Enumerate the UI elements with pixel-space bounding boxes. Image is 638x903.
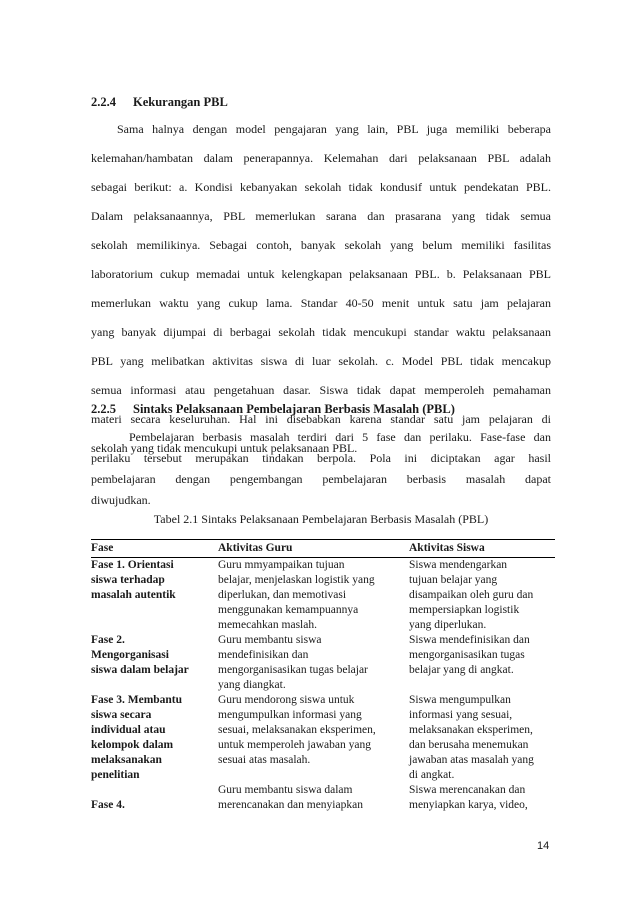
cell-line: individual atau bbox=[91, 724, 166, 736]
siswa-cell bbox=[409, 693, 555, 783]
cell-line: siswa secara bbox=[91, 709, 152, 721]
cell-line: mendefinisikan dan bbox=[218, 649, 309, 661]
cell-line: Siswa mendengarkan bbox=[409, 559, 508, 571]
column-header: Fase bbox=[91, 540, 218, 558]
page-number: 14 bbox=[537, 840, 550, 852]
text-line: sekolah yang tidak mencukupi untuk pelaksanaan PBL. bbox=[91, 441, 358, 455]
cell-line: Guru membantu siswa dalam bbox=[218, 784, 353, 796]
guru-cell bbox=[218, 558, 409, 634]
text-line: materi secara keseluruhan. Hal ini disebabkan karena standar satu jam pelajaran di bbox=[91, 412, 551, 426]
cell-line: mempersiapkan logistik bbox=[409, 604, 520, 616]
cell-line: tujuan belajar yang bbox=[409, 574, 498, 586]
cell-line: siswa dalam belajar bbox=[91, 664, 189, 676]
cell-line: Fase 4. bbox=[91, 799, 125, 811]
paragraph-sintaks bbox=[91, 427, 551, 511]
cell-line: Guru membantu siswa bbox=[218, 634, 322, 646]
phase-cell bbox=[91, 693, 218, 783]
section-heading-2-2-4 bbox=[91, 95, 228, 110]
phase-cell bbox=[91, 783, 218, 813]
cell-line: mengumpulkan informasi yang bbox=[218, 709, 362, 721]
text-line: pembelajaran dengan pengembangan pembelajaran berbasis masalah dapat bbox=[91, 472, 551, 486]
section-title: Kekurangan PBL bbox=[133, 95, 228, 109]
text-line: yang banyak dijumpai di berbagai sekolah tidak mencukupi standar waktu pelaksanaan bbox=[91, 325, 551, 339]
text-line: semua informasi atau pengetahuan dasar. Siswa tidak dapat memperoleh pemahaman bbox=[91, 383, 551, 397]
cell-line: di angkat. bbox=[409, 769, 455, 781]
cell-line: Guru mmyampaikan tujuan bbox=[218, 559, 345, 571]
cell-line: melaksanakan bbox=[91, 754, 162, 766]
text-line: Pembelajaran berbasis masalah terdiri dari 5 fase dan perilaku. Fase-fase dan bbox=[129, 430, 551, 444]
table-row bbox=[91, 783, 555, 813]
table-row bbox=[91, 633, 555, 693]
cell-line: disampaikan oleh guru dan bbox=[409, 589, 534, 601]
cell-line: merencanakan dan menyiapkan bbox=[218, 799, 363, 811]
text-line: perilaku tersebut merupakan tindakan berpola. Pola ini diciptakan agar hasil bbox=[91, 451, 551, 465]
sintaks-table bbox=[91, 539, 555, 813]
cell-line: untuk memperoleh jawaban yang bbox=[218, 739, 371, 751]
text-line: Sama halnya dengan model pengajaran yang lain, PBL juga memiliki beberapa bbox=[117, 122, 551, 136]
siswa-cell bbox=[409, 558, 555, 634]
cell-line: menggunakan kemampuannya bbox=[218, 604, 359, 616]
cell-line: Fase 2. bbox=[91, 634, 125, 646]
cell-line: sesuai, melaksanakan eksperimen, bbox=[218, 724, 376, 736]
column-header: Aktivitas Siswa bbox=[409, 540, 555, 558]
cell-line: belajar, menjelaskan logistik yang bbox=[218, 574, 375, 586]
cell-line: mengorganisasikan tugas bbox=[409, 649, 525, 661]
phase-cell bbox=[91, 558, 218, 634]
section-heading-2-2-5 bbox=[91, 402, 455, 417]
text-line: memerlukan waktu yang cukup lama. Standar 40-50 menit untuk satu jam pelajaran bbox=[91, 296, 551, 310]
cell-line: Siswa mengumpulkan bbox=[409, 694, 511, 706]
siswa-cell bbox=[409, 633, 555, 693]
cell-line: kelompok dalam bbox=[91, 739, 174, 751]
cell-line: masalah autentik bbox=[91, 589, 176, 601]
cell-line: sesuai atas masalah. bbox=[218, 754, 311, 766]
cell-line: Guru mendorong siswa untuk bbox=[218, 694, 355, 706]
cell-line: melaksanakan eksperimen, bbox=[409, 724, 533, 736]
guru-cell bbox=[218, 783, 409, 813]
text-line: laboratorium cukup memadai untuk kelengkapan pelaksanaan PBL. b. Pelaksanaan PBL bbox=[91, 267, 551, 281]
section-title: Sintaks Pelaksanaan Pembelajaran Berbasis Masalah (PBL) bbox=[133, 402, 455, 416]
cell-line: dan berusaha menemukan bbox=[409, 739, 529, 751]
cell-line: siswa terhadap bbox=[91, 574, 165, 586]
cell-line: Mengorganisasi bbox=[91, 649, 169, 661]
text-line: Dalam pelaksanaannya, PBL memerlukan sarana dan prasarana yang tidak semua bbox=[91, 209, 551, 223]
table-row bbox=[91, 558, 555, 634]
cell-line: yang diperlukan. bbox=[409, 619, 487, 631]
cell-line: Siswa mendefinisikan dan bbox=[409, 634, 530, 646]
cell-line: informasi yang sesuai, bbox=[409, 709, 513, 721]
section-number: 2.2.5 bbox=[91, 402, 116, 416]
cell-line: yang diangkat. bbox=[218, 679, 286, 691]
text-line: sekolah memilikinya. Sebagai contoh, banyak sekolah yang belum memiliki fasilitas bbox=[91, 238, 551, 252]
table-row bbox=[91, 693, 555, 783]
text-line: kelemahan/hambatan dalam penerapannya. Kelemahan dari pelaksanaan PBL adalah bbox=[91, 151, 551, 165]
text-line: sebagai berikut: a. Kondisi kebanyakan sekolah tidak kondusif untuk pendekatan PBL. bbox=[91, 180, 551, 194]
cell-line: memecahkan maslah. bbox=[218, 619, 317, 631]
section-number: 2.2.4 bbox=[91, 95, 116, 109]
cell-line: penelitian bbox=[91, 769, 140, 781]
cell-line: diperlukan, dan memotivasi bbox=[218, 589, 347, 601]
cell-line: Siswa merencanakan dan bbox=[409, 784, 526, 796]
table-header-row bbox=[91, 540, 555, 558]
phase-cell bbox=[91, 633, 218, 693]
cell-line: mengorganisasikan tugas belajar bbox=[218, 664, 368, 676]
cell-line: menyiapkan karya, video, bbox=[409, 799, 528, 811]
cell-line: Fase 1. Orientasi bbox=[91, 559, 174, 571]
text-line: PBL yang melibatkan aktivitas siswa di luar sekolah. c. Model PBL tidak mencakup bbox=[91, 354, 551, 368]
guru-cell bbox=[218, 693, 409, 783]
table-caption: Tabel 2.1 Sintaks Pelaksanaan Pembelajaran Berbasis Masalah (PBL) bbox=[153, 512, 489, 526]
siswa-cell bbox=[409, 783, 555, 813]
text-line: diwujudkan. bbox=[91, 493, 151, 507]
guru-cell bbox=[218, 633, 409, 693]
cell-line: jawaban atas masalah yang bbox=[409, 754, 534, 766]
cell-line: belajar yang di angkat. bbox=[409, 664, 514, 676]
column-header: Aktivitas Guru bbox=[218, 540, 409, 558]
cell-line: Fase 3. Membantu bbox=[91, 694, 183, 706]
